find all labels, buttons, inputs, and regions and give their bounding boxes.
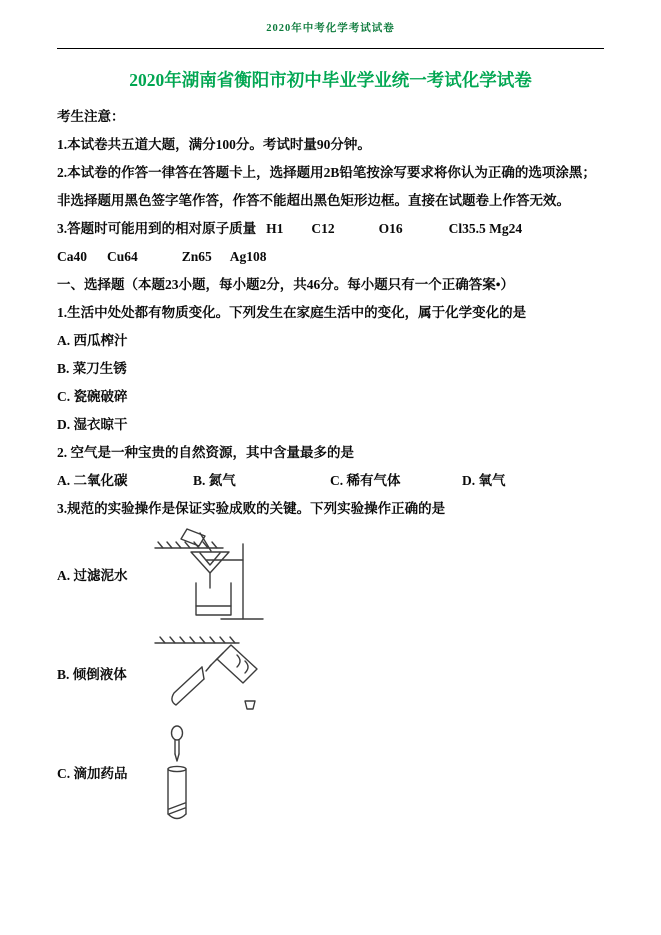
pouring-liquid-illustration xyxy=(153,629,281,721)
question-3-stem: 3.规范的实验操作是保证实验成败的关键。下列实验操作正确的是 xyxy=(57,501,446,516)
exam-title: 2020年湖南省衡阳市初中毕业学业统一考试化学试卷 xyxy=(129,70,532,90)
question-1-option-c: C. 瓷碗破碎 xyxy=(57,389,128,404)
question-2-option-c: C. 稀有气体 xyxy=(330,473,401,488)
question-1-option-b: B. 菜刀生锈 xyxy=(57,361,127,376)
notice-item-2: 2.本试卷的作答一律答在答题卡上，选择题用2B铅笔按涂写要求将你认为正确的选项涂黑；非选择题用黑色签字笔作答，作答不能超出黑色矩形边框。直接在试题卷上作答无效。 xyxy=(57,165,596,208)
atomic-mass-value: C12 xyxy=(311,221,335,236)
atomic-mass-line-2 xyxy=(57,243,604,271)
dropper-and-test-tube-illustration xyxy=(153,724,213,824)
atomic-mass-value: Cu64 xyxy=(107,249,138,264)
filtration-apparatus-illustration xyxy=(153,526,271,626)
atomic-mass-value: Cl35.5 Mg24 xyxy=(448,221,523,236)
notice-item-3 xyxy=(57,215,604,243)
page-header-text: 2020年中考化学考试试卷 xyxy=(266,23,395,34)
question-3-option-row-b xyxy=(57,629,604,721)
question-3-option-row-a xyxy=(57,526,604,626)
question-1-option-d: D. 湿衣晾干 xyxy=(57,417,128,432)
question-1-stem: 1.生活中处处都有物质变化。下列发生在家庭生活中的变化，属于化学变化的是 xyxy=(57,305,527,320)
notice-heading: 考生注意： xyxy=(57,109,125,124)
question-3-option-row-c xyxy=(57,724,604,824)
atomic-mass-value: Ag108 xyxy=(229,249,267,264)
question-2-options-row xyxy=(57,467,604,495)
section-1-heading: 一、选择题（本题23小题，每小题2分，共46分。每小题只有一个正确答案•） xyxy=(57,277,514,292)
question-2-option-a: A. 二氧化碳 xyxy=(57,473,128,488)
question-1-option-a: A. 西瓜榨汁 xyxy=(57,333,128,348)
atomic-mass-intro: 3.答题时可能用到的相对原子质量 xyxy=(57,221,257,236)
header-divider xyxy=(57,48,604,49)
question-2-stem: 2. 空气是一种宝贵的自然资源，其中含量最多的是 xyxy=(57,445,354,460)
atomic-mass-value: Ca40 xyxy=(57,249,87,264)
atomic-mass-value: Zn65 xyxy=(181,249,212,264)
notice-item-1: 1.本试卷共五道大题，满分100分。考试时量90分钟。 xyxy=(57,137,371,152)
question-3-option-b-label: B. 倾倒液体 xyxy=(57,667,127,682)
question-2-option-d: D. 氧气 xyxy=(462,473,506,488)
atomic-mass-value: H1 xyxy=(266,221,284,236)
question-3-option-c-label: C. 滴加药品 xyxy=(57,766,128,781)
atomic-mass-value: O16 xyxy=(378,221,403,236)
question-3-option-a-label: A. 过滤泥水 xyxy=(57,568,128,583)
question-2-option-b: B. 氮气 xyxy=(193,473,236,488)
